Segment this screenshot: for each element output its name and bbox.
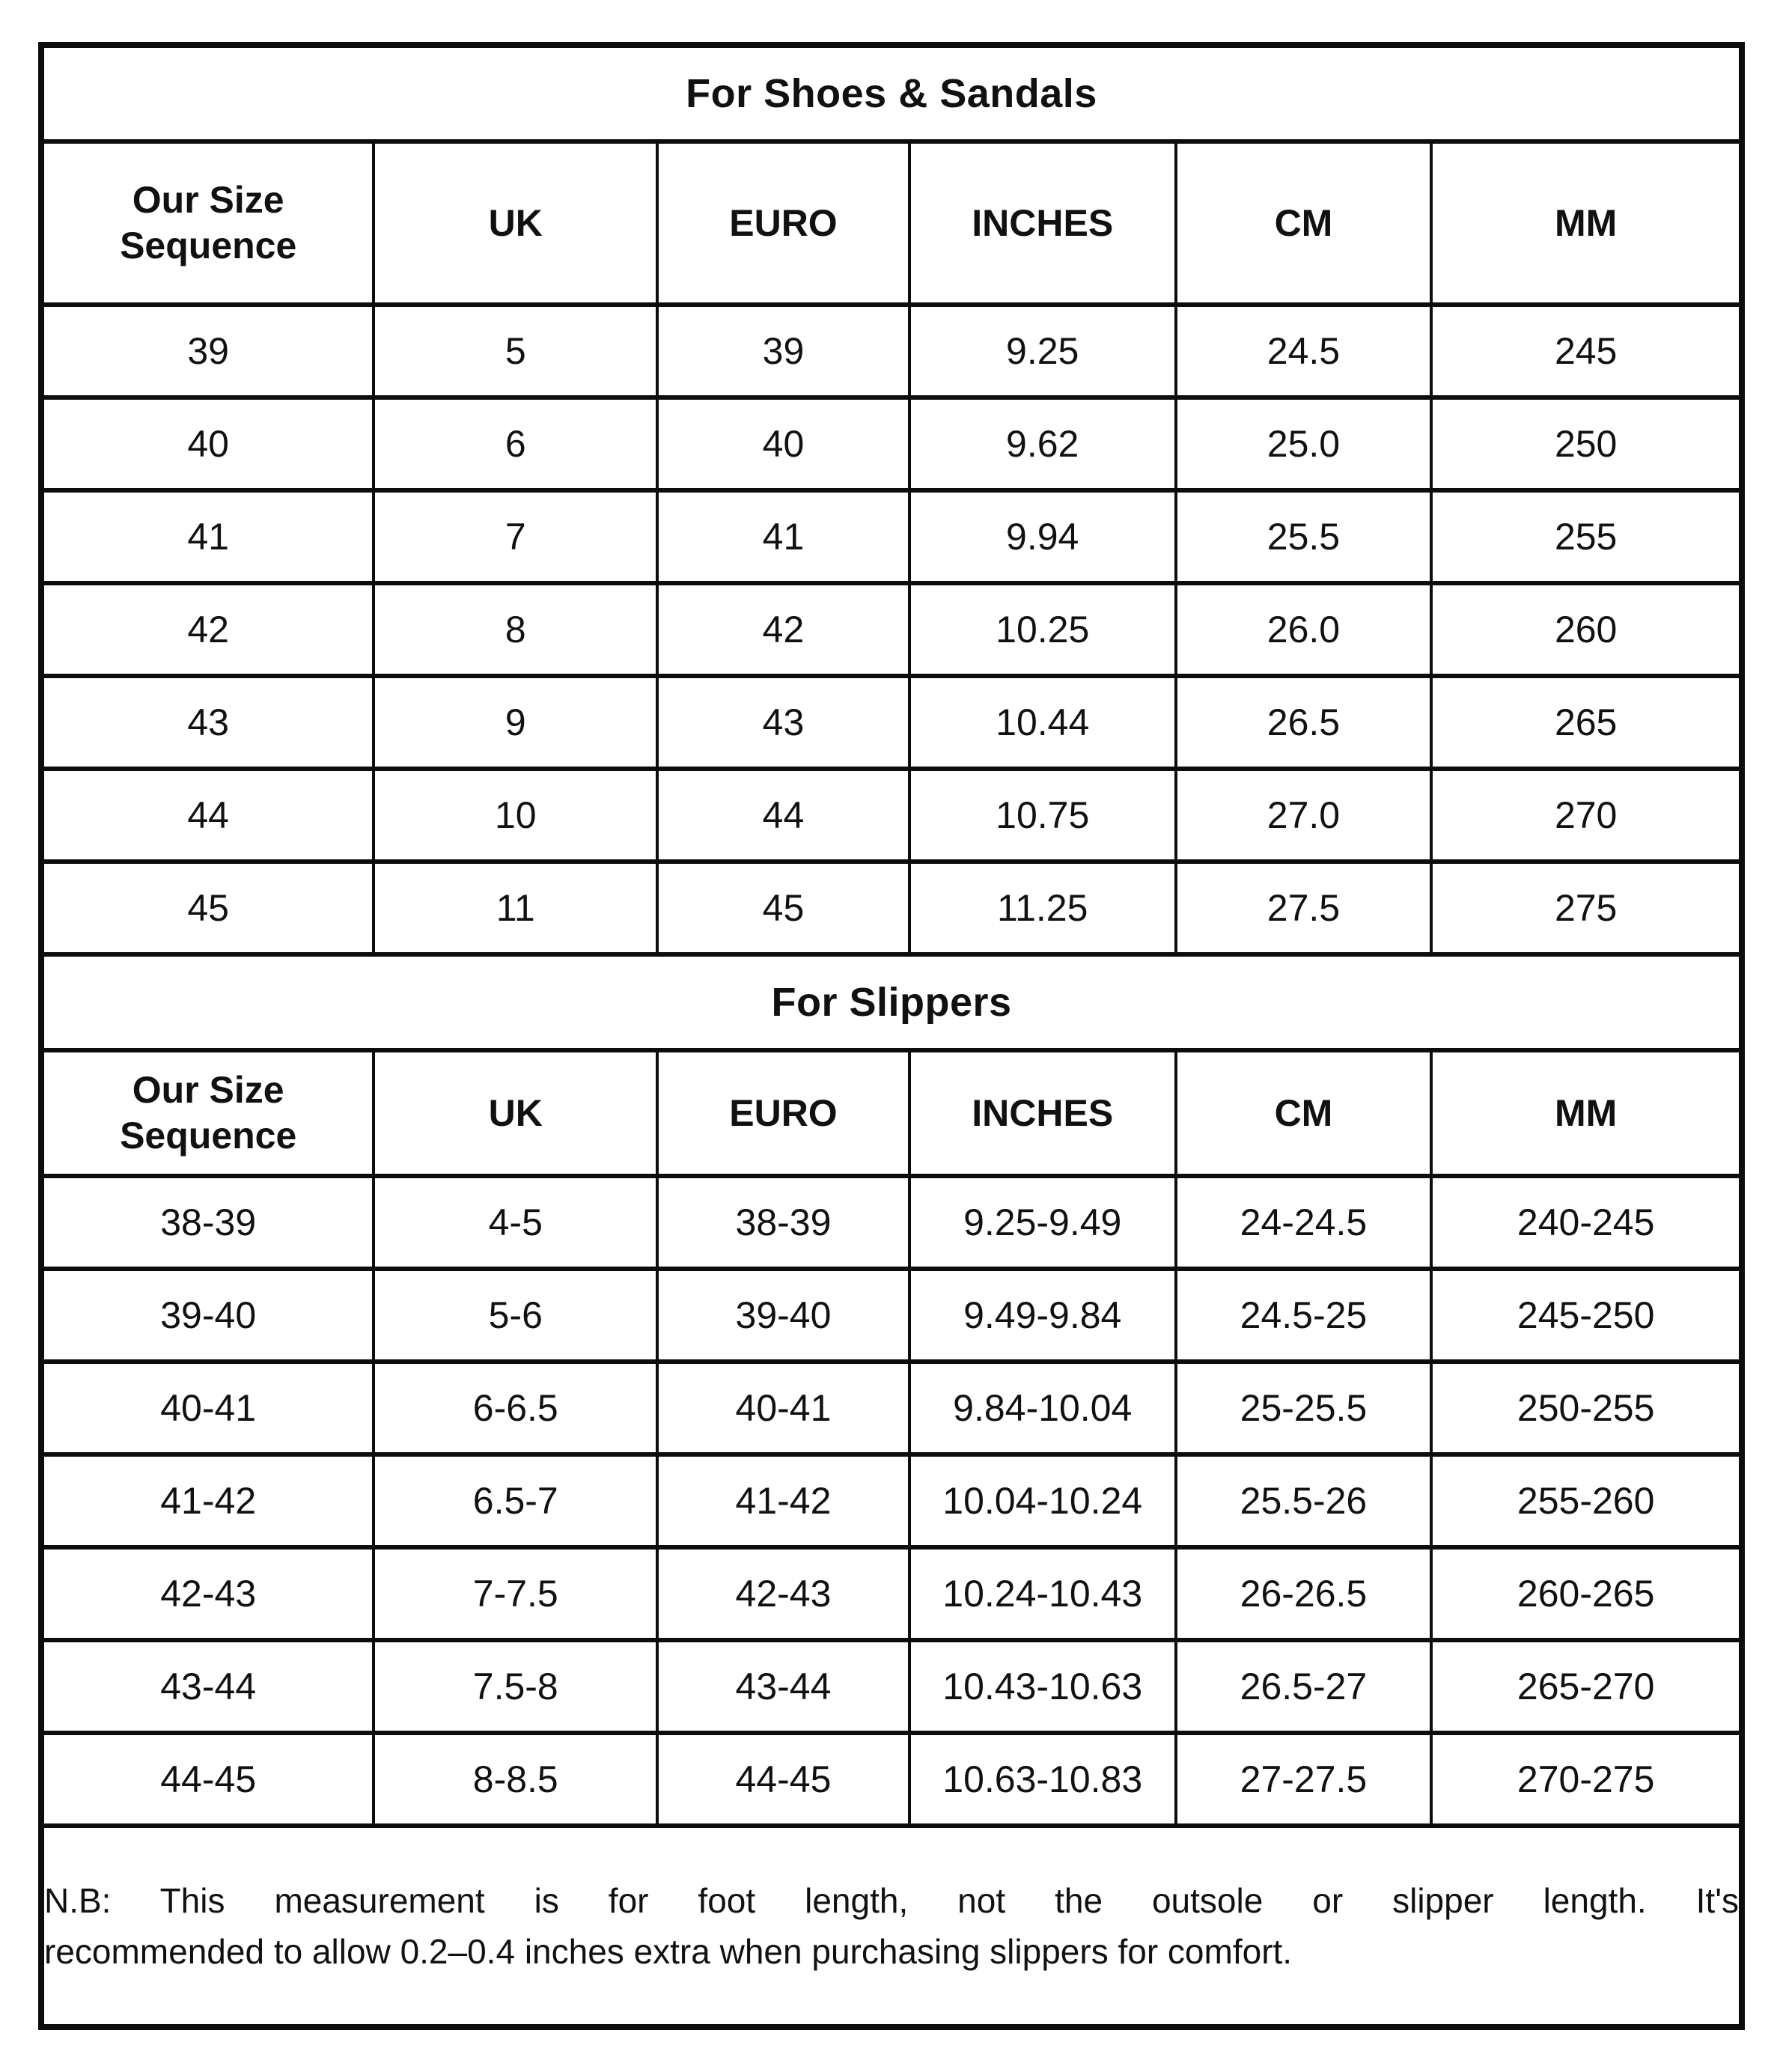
- table-cell: 25.5-26: [1176, 1454, 1432, 1547]
- table-cell: 38-39: [657, 1176, 909, 1269]
- table-cell: 260: [1431, 583, 1742, 676]
- note-cell: [41, 1826, 1742, 2027]
- table-cell: 40: [41, 397, 374, 490]
- table-cell: 42-43: [657, 1547, 909, 1640]
- table-cell: 39: [657, 305, 909, 397]
- section-title: For Shoes & Sandals: [41, 45, 1742, 141]
- table-cell: 10.25: [909, 583, 1176, 676]
- column-header: EURO: [657, 141, 909, 305]
- table-cell: 245: [1431, 305, 1742, 397]
- table-cell: 25.5: [1176, 490, 1432, 583]
- table-cell: 10.43-10.63: [909, 1640, 1176, 1733]
- table-cell: 38-39: [41, 1176, 374, 1269]
- table-cell: 255: [1431, 490, 1742, 583]
- table-row: [41, 1176, 1742, 1269]
- table-cell: 45: [657, 862, 909, 954]
- table-cell: 255-260: [1431, 1454, 1742, 1547]
- table-cell: 26.5-27: [1176, 1640, 1432, 1733]
- column-header: EURO: [657, 1050, 909, 1176]
- table-cell: 42-43: [41, 1547, 374, 1640]
- table-cell: 44-45: [41, 1733, 374, 1826]
- table-cell: 25.0: [1176, 397, 1432, 490]
- table-row: [41, 1454, 1742, 1547]
- table-cell: 7.5-8: [374, 1640, 657, 1733]
- table-row: [41, 490, 1742, 583]
- column-header: CM: [1176, 1050, 1432, 1176]
- table-cell: 260-265: [1431, 1547, 1742, 1640]
- table-row: [41, 676, 1742, 769]
- table-cell: 8-8.5: [374, 1733, 657, 1826]
- table-cell: 41-42: [657, 1454, 909, 1547]
- column-header: UK: [374, 1050, 657, 1176]
- table-row: [41, 1362, 1742, 1454]
- table-cell: 40-41: [657, 1362, 909, 1454]
- table-cell: 24-24.5: [1176, 1176, 1432, 1269]
- size-chart: [38, 42, 1745, 2030]
- column-header: MM: [1431, 141, 1742, 305]
- table-cell: 265: [1431, 676, 1742, 769]
- table-cell: 27-27.5: [1176, 1733, 1432, 1826]
- table-cell: 7-7.5: [374, 1547, 657, 1640]
- table-cell: 9: [374, 676, 657, 769]
- table-cell: 270: [1431, 769, 1742, 862]
- slippers-section: [41, 954, 1742, 1826]
- size-chart-table: [38, 42, 1745, 2030]
- table-cell: 9.94: [909, 490, 1176, 583]
- table-cell: 11.25: [909, 862, 1176, 954]
- table-cell: 10.63-10.83: [909, 1733, 1176, 1826]
- section-title-row: [41, 45, 1742, 141]
- table-cell: 250: [1431, 397, 1742, 490]
- shoes-sandals-section: [41, 45, 1742, 954]
- table-cell: 26.0: [1176, 583, 1432, 676]
- table-cell: 42: [657, 583, 909, 676]
- table-cell: 43-44: [41, 1640, 374, 1733]
- table-cell: 43: [657, 676, 909, 769]
- column-header: Our Size Sequence: [41, 1050, 374, 1176]
- table-cell: 40: [657, 397, 909, 490]
- table-cell: 26-26.5: [1176, 1547, 1432, 1640]
- table-row: [41, 583, 1742, 676]
- table-cell: 10.75: [909, 769, 1176, 862]
- table-cell: 41: [41, 490, 374, 583]
- table-cell: 8: [374, 583, 657, 676]
- section-title: For Slippers: [41, 954, 1742, 1050]
- table-cell: 5: [374, 305, 657, 397]
- column-header: INCHES: [909, 1050, 1176, 1176]
- table-cell: 24.5-25: [1176, 1269, 1432, 1362]
- table-cell: 45: [41, 862, 374, 954]
- table-cell: 10.24-10.43: [909, 1547, 1176, 1640]
- table-cell: 43: [41, 676, 374, 769]
- column-header: CM: [1176, 141, 1432, 305]
- table-cell: 41-42: [41, 1454, 374, 1547]
- table-cell: 43-44: [657, 1640, 909, 1733]
- table-cell: 9.49-9.84: [909, 1269, 1176, 1362]
- table-cell: 27.0: [1176, 769, 1432, 862]
- table-cell: 270-275: [1431, 1733, 1742, 1826]
- section-title-row: [41, 954, 1742, 1050]
- note-text-line-1: N.B: This measurement is for foot length, not the outsole or slipper length. It's: [44, 1880, 1739, 1920]
- table-cell: 42: [41, 583, 374, 676]
- table-row: [41, 1547, 1742, 1640]
- table-cell: 9.62: [909, 397, 1176, 490]
- column-header-row: [41, 1050, 1742, 1176]
- table-cell: 6: [374, 397, 657, 490]
- table-cell: 39: [41, 305, 374, 397]
- column-header: UK: [374, 141, 657, 305]
- table-cell: 44-45: [657, 1733, 909, 1826]
- table-cell: 44: [657, 769, 909, 862]
- table-cell: 245-250: [1431, 1269, 1742, 1362]
- table-cell: 9.84-10.04: [909, 1362, 1176, 1454]
- table-cell: 250-255: [1431, 1362, 1742, 1454]
- table-cell: 39-40: [657, 1269, 909, 1362]
- note-text-line-2: recommended to allow 0.2–0.4 inches extra when purchasing slippers for comfort.: [44, 1932, 1293, 1971]
- table-cell: 25-25.5: [1176, 1362, 1432, 1454]
- table-cell: 10.44: [909, 676, 1176, 769]
- table-cell: 40-41: [41, 1362, 374, 1454]
- table-cell: 9.25: [909, 305, 1176, 397]
- table-cell: 11: [374, 862, 657, 954]
- table-cell: 265-270: [1431, 1640, 1742, 1733]
- table-row: [41, 1640, 1742, 1733]
- table-cell: 5-6: [374, 1269, 657, 1362]
- table-cell: 27.5: [1176, 862, 1432, 954]
- table-row: [41, 1269, 1742, 1362]
- table-cell: 7: [374, 490, 657, 583]
- table-row: [41, 769, 1742, 862]
- column-header: MM: [1431, 1050, 1742, 1176]
- note-row: [41, 1826, 1742, 2027]
- table-cell: 41: [657, 490, 909, 583]
- table-cell: 24.5: [1176, 305, 1432, 397]
- table-cell: 10: [374, 769, 657, 862]
- table-cell: 44: [41, 769, 374, 862]
- note-section: [41, 1826, 1742, 2027]
- table-cell: 39-40: [41, 1269, 374, 1362]
- column-header: INCHES: [909, 141, 1176, 305]
- table-row: [41, 305, 1742, 397]
- table-cell: 6-6.5: [374, 1362, 657, 1454]
- table-cell: 10.04-10.24: [909, 1454, 1176, 1547]
- table-cell: 26.5: [1176, 676, 1432, 769]
- table-row: [41, 1733, 1742, 1826]
- column-header: Our Size Sequence: [41, 141, 374, 305]
- table-row: [41, 397, 1742, 490]
- table-row: [41, 862, 1742, 954]
- table-cell: 275: [1431, 862, 1742, 954]
- table-cell: 4-5: [374, 1176, 657, 1269]
- table-cell: 6.5-7: [374, 1454, 657, 1547]
- table-cell: 240-245: [1431, 1176, 1742, 1269]
- column-header-row: [41, 141, 1742, 305]
- table-cell: 9.25-9.49: [909, 1176, 1176, 1269]
